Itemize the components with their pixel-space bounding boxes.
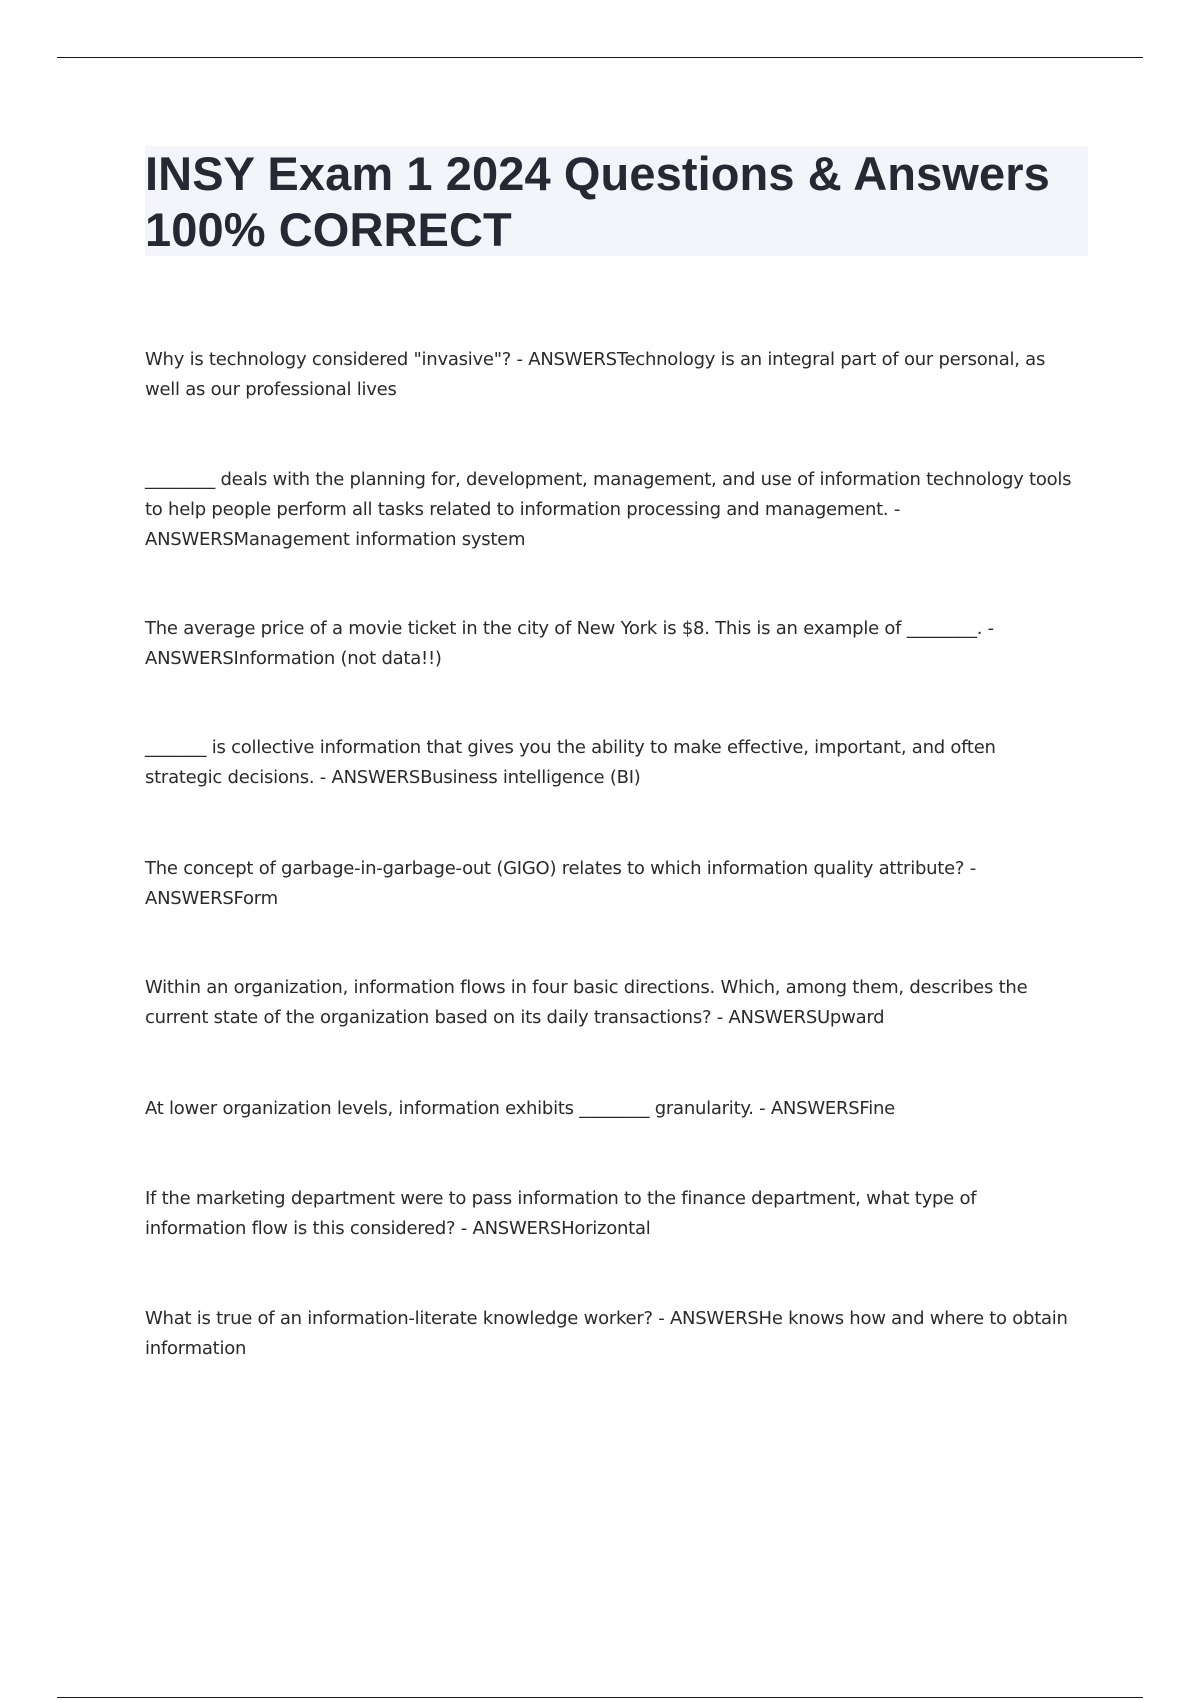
qa-item-6: Within an organization, information flows in four basic directions. Which, among them, describes the current state of the organization based on its daily transactions? - ANSWERSUpward — [145, 977, 1028, 1028]
document-title: INSY Exam 1 2024 Questions & Answers 100% CORRECT — [145, 147, 1050, 256]
qa-item-4: _______ is collective information that gives you the ability to make effective, important, and often strategic decisions. - ANSWERSBusiness intelligence (BI) — [145, 737, 996, 788]
qa-item-7: At lower organization levels, information exhibits ________ granularity. - ANSWERSFine — [145, 1098, 895, 1119]
qa-item-2: ________ deals with the planning for, development, management, and use of information technology tools to help people perform all tasks related to information processing and management. - ANSWERSManagement information system — [145, 469, 1072, 550]
qa-item-8: If the marketing department were to pass information to the finance department, what type of information flow is this considered? - ANSWERSHorizontal — [145, 1188, 977, 1239]
bottom-rule — [57, 1697, 1143, 1698]
top-rule — [57, 57, 1143, 58]
qa-item-1: Why is technology considered "invasive"? - ANSWERSTechnology is an integral part of our personal, as well as our professional lives — [145, 349, 1046, 400]
qa-item-5: The concept of garbage-in-garbage-out (GIGO) relates to which information quality attribute? - ANSWERSForm — [145, 858, 976, 909]
title-block — [145, 146, 1088, 256]
qa-item-9: What is true of an information-literate knowledge worker? - ANSWERSHe knows how and where to obtain information — [145, 1308, 1068, 1359]
qa-item-3: The average price of a movie ticket in the city of New York is $8. This is an example of ________. - ANSWERSInformation (not data!!) — [145, 618, 994, 669]
